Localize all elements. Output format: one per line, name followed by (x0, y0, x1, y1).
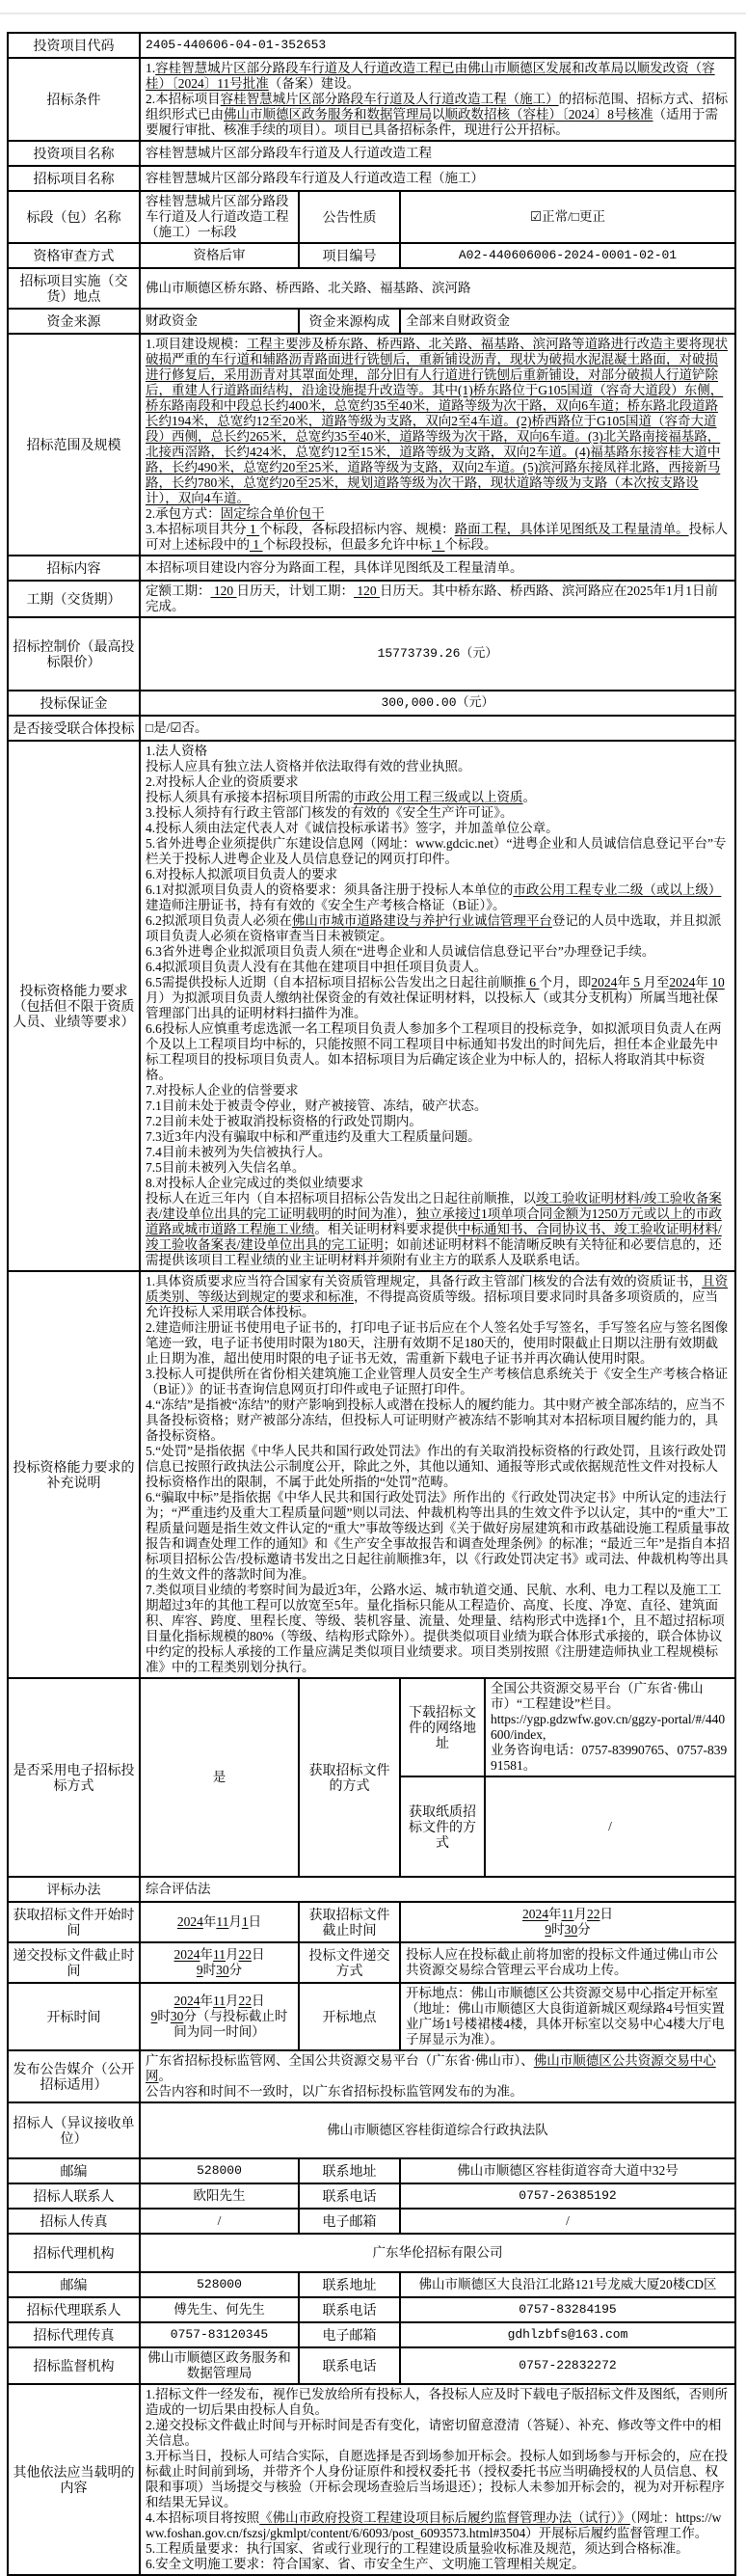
agency-value: 广东华伦招标有限公司 (140, 2234, 735, 2272)
supervisor-label: 招标监督机构 (8, 2347, 140, 2384)
tenderer-fax-value: / (140, 2209, 299, 2234)
row-investment-code (8, 33, 735, 58)
agency-phone-label: 联系电话 (299, 2297, 400, 2322)
submission-deadline-label: 递交投标文件截止时间 (8, 1942, 140, 1983)
row-tender-project-name (8, 166, 735, 191)
agency-phone-value: 0757-83284195 (400, 2297, 735, 2322)
tenderer-postcode-label: 邮编 (8, 2158, 140, 2183)
project-location-label: 招标项目实施（交货）地点 (8, 268, 140, 309)
paper-document-label: 获取纸质招标文件的方式 (400, 1776, 485, 1877)
construction-period-label: 工期（交货期） (8, 581, 140, 617)
bidder-qualification-value: 1.法人资格 投标人应具有独立法人资格并依法取得有效的营业执照。 2.对投标人企业的资质要求 投标人须具有承接本招标项目所需的市政公用工程三级或以上资质。 3.投标人须持有行政主管部门核发的有效的《安全生产许可证》。 4.投标人须由法定代表人对《诚信投标承诺书》签字，并加盖单位公章。 5.省外进粤企业须提供广东建设信息网（网址：www.gdcic.net）“进粤企业和人员诚信信息登记平台”专栏关于投标人进粤企业及人员信息登记的网页打印件。 6.对投标人拟派项目负责人的要求 6.1对拟派项目负责人的资格要求：须具备注册于投标人本单位的市政公用工程专业二级（或以上级）建造师注册证书，持有有效的《安全生产考核合格证（B证）》。 6.2拟派项目负责人必须在佛山市城市道路建设与养护行业诚信管理平台登记的人员中选取，并且拟派项目负责人必须在资格审查当日未被锁定。 6.3省外进粤企业拟派项目负责人须在“进粤企业和人员诚信信息登记平台”办理登记手续。 6.4拟派项目负责人没有在其他在建项目中担任项目负责人。 6.5需提供投标人近期（自本招标项目招标公告发出之日起往前顺推 6 个月，即2024年 5 月至2024年 10 月）为拟派项目负责人缴纳社保资金的有效社保证明材料，以投标人（或其分支机构）所属当地社保管理部门出具的证明材料扫描件为准。 6.6投标人应慎重考虑选派一名工程项目负责人参加多个工程项目的投标竞争，如拟派项目负责人在两个及以上工程项目均中标的，只能按照不同工程项目中标通知书发出的时间先后，担任本企业最先中标工程项目的投标项目负责人。如本招标项目为后确定该企业为中标人的，招标人将取消其中标资格。 7.对投标人企业的信誉要求 7.1目前未处于被责令停业，财产被接管、冻结，破产状态。 7.2目前未处于被取消投标资格的行政处罚期内。 7.3近3年内没有骗取中标和严重违约及重大工程质量问题。 7.4目前未被列为失信被执行人。 7.5目前未被列入失信名单。 8.对投标人企业完成过的类似业绩要求 投标人在近三年内（自本招标项目招标公告发出之日起往前顺推，以竣工验收证明材料/竣工验收备案表/建设单位出具的完工证明载明的时间为准），独立承接过1项单项合同金额为1250万元或以上的市政道路或城市道路工程施工业绩。相关证明材料要求提供中标通知书、合同协议书、竣工验收证明材料/竣工验收备案表/建设单位出具的完工证明；如前述证明材料不能清晰反映有关特征和必要信息的，还需提供该项目工程业绩的业主证明材料并须附有业主方的联系人及联系电话。 (140, 741, 735, 1271)
download-address-label: 下载招标文件的网络地址 (400, 1678, 485, 1776)
submission-method-label: 投标文件递交方式 (299, 1942, 400, 1983)
obtain-start-label: 获取招标文件开始时间 (8, 1902, 140, 1942)
section-name-value: 容桂智慧城片区部分路段车行道及人行道改造工程（施工）一标段 (140, 191, 299, 243)
investment-code-value: 2405-440606-04-01-352653 (140, 33, 735, 58)
agency-address-value: 佛山市顺德区大良沿江北路121号龙威大厦20楼CD区 (400, 2272, 735, 2297)
control-price-label: 招标控制价（最高投标限价） (8, 617, 140, 691)
project-location-value: 佛山市顺德区桥东路、桥西路、北关路、福基路、滨河路 (140, 268, 735, 309)
row-tenderer-contact (8, 2183, 735, 2209)
supervisor-phone-label: 联系电话 (299, 2347, 400, 2384)
row-submission-deadline (8, 1942, 735, 1983)
agency-email-value: gdhlzbfs@163.com (400, 2322, 735, 2347)
funding-composition-label: 资金来源构成 (299, 309, 400, 334)
agency-fax-value: 0757-83120345 (140, 2322, 299, 2347)
row-qualification-review (8, 243, 735, 268)
consortium-bidding-value: □是/☑否。 (140, 716, 735, 741)
row-construction-period (8, 581, 735, 617)
tenderer-phone-label: 联系电话 (299, 2183, 400, 2209)
bid-opening-place-value: 开标地点：佛山市顺德区公共资源交易中心指定开标室（地址：佛山市顺德区大良街道新城区观绿路4号恒实置业广场1号楼裙楼4楼，具体开标室以交易中心4楼大厅电子屏显示为准）。 (400, 1983, 735, 2050)
obtain-end-label: 获取招标文件截止时间 (299, 1902, 400, 1942)
investment-name-label: 投资项目名称 (8, 141, 140, 166)
row-bid-opening (8, 1983, 735, 2050)
bid-bond-label: 投标保证金 (8, 691, 140, 716)
row-obtain-time (8, 1902, 735, 1942)
qualification-supplement-value: 1.具体资质要求应当符合国家有关资质管理规定，具备行政主管部门核发的合法有效的资质证书，且资质类别、等级达到规定的要求和标准，不得提高资质等级。招标项目要求同时具备多项资质的，应当允许投标人采用联合体投标。 2.建造师注册证书使用电子证书的，打印电子证书后应在个人签名处手写签名，手写签名应与签名图像笔迹一致，电子证书使用时限为180天，注册有效期不足180天的，使用时限截止日期以注册有效期截止日期为准，超出使用时限的电子证书无效，需重新下载电子证书并再次确认使用时限。 3.投标人可提供所在省份相关建筑施工企业管理人员安全生产考核信息系统关于《安全生产考核合格证（B证）》的证书查询信息网页打印件或电子证照打印件。 4.“冻结”是指被“冻结”的财产影响到投标人或潜在投标人的履约能力。其中财产被全部冻结的，应当不具备投标资格；财产被部分冻结，但投标人可证明财产被冻结不影响其对本招标项目履约能力的，具备投标资格。 5.“处罚”是指依据《中华人民共和国行政处罚法》作出的有关取消投标资格的行政处罚，且该行政处罚信息已按照行政执法公示制度公开，除此之外，其他以通知、通报等形式或依据规范性文件对投标人投标资格作出的限制，不属于此处所指的“处罚”范畴。 6.“骗取中标”是指依据《中华人民共和国行政处罚法》所作出的《行政处罚决定书》中所认定的违法行为；“严重违约及重大工程质量问题”则以司法、仲裁机构等出具的生效文件予以认定，其中的“重大”工程质量问题是指生效文件认定的“重大”事故等级达到《关于做好房屋建筑和市政基础设施工程质量事故报告和调查处理工作的通知》和《生产安全事故报告和调查处理条例》的标准；“最近三年”是指自本招标项目招标公告/投标邀请书发出之日起往前顺推3年，以《行政处罚决定书》或司法、仲裁机构等出具的生效文件的落款时间为准。 7.类似项目业绩的考察时间为最近3年，公路水运、城市轨道交通、民航、水利、电力工程以及施工工期超过3年的其他工程可以放宽至5年。量化指标只能从工程造价、高度、长度、净宽、直径、建筑面积、库容、跨度、里程长度、等级、装机容量、流量、处理量、结构形式中选择1个，且不超过招标项目量化指标规模的80%（等级、结构形式除外）。提供类似项目业绩为联合体形式承接的，联合体协议中约定的投标人承接的工作量应满足类似项目业绩要求。项目类别按照《注册建造师执业工程规模标准》中的工程类别划分执行。 (140, 1271, 735, 1678)
tender-conditions-value: 1.容桂智慧城片区部分路段车行道及人行道改造工程已由佛山市顺德区发展和改革局以顺发改资（容桂）〔2024〕11号批准（备案）建设。 2.本招标项目容桂智慧城片区部分路段车行道及人行道改造工程（施工）的招标范围、招标方式、招标组织形式已由佛山市顺德区政务服务和数据管理局以顺政数招核（容桂）〔2024〕8号核准（适用于需要履行审批、核准手续的项目）。项目已具备招标条件，现进行公开招标。 (140, 58, 735, 141)
notice-nature-value: ☑正常/□更正 (400, 191, 735, 243)
row-investment-name (8, 141, 735, 166)
tender-content-value: 本招标项目建设内容分为路面工程，具体详见图纸及工程量清单。 (140, 556, 735, 581)
row-tender-scope (8, 334, 735, 556)
project-number-value: A02-440606006-2024-0001-02-01 (400, 243, 735, 268)
tenderer-address-label: 联系地址 (299, 2158, 400, 2183)
tender-announcement-table (7, 32, 736, 2576)
page-top-strip (0, 13, 746, 14)
tenderer-value: 佛山市顺德区容桂街道综合行政执法队 (140, 2102, 735, 2158)
qualification-review-value: 资格后审 (140, 243, 299, 268)
tenderer-contact-value: 欧阳先生 (140, 2183, 299, 2209)
row-agency-postcode (8, 2272, 735, 2297)
row-tender-content (8, 556, 735, 581)
row-control-price (8, 617, 735, 691)
funding-source-label: 资金来源 (8, 309, 140, 334)
tenderer-fax-label: 招标人传真 (8, 2209, 140, 2234)
agency-postcode-value: 528000 (140, 2272, 299, 2297)
row-e-bidding (8, 1678, 735, 1776)
section-name-label: 标段（包）名称 (8, 191, 140, 243)
agency-label: 招标代理机构 (8, 2234, 140, 2272)
other-contents-value: 1.招标文件一经发布，视作已发放给所有投标人，各投标人应及时下载电子版招标文件及图纸，否则所造成的一切后果由投标人自负。 2.递交投标文件截止时间与开标时间是否有变化，请密切留意澄清（答疑）、补充、修改等文件中的相关信息。 3.开标当日，投标人可结合实际，自愿选择是否到场参加开标会。投标人如到场参与开标会的，应在投标截止时间前到场，并带齐个人身份证原件和授权委托书（授权委托书应当明确授权的人员信息、权限和事项）当场提交与核验（开标会现场查验后当场退还）；投标人未参加开标会的，视为对开标程序和结果无异议。 4.本招标项目将按照《佛山市政府投资工程建设项目标后履约监督管理办法（试行）》（网址：https://www.foshan.gov.cn/fszsj/gkmlpt/content/6/6093/post_6093573.html#3504）开展标后履约监督管理工作。 5.工程质量要求：执行国家、省或行业现行的工程建设质量验收标准及规范，须达到合格标准。 6.安全文明施工要求：符合国家、省、市安全生产、文明施工管理相关规定。 (140, 2384, 735, 2575)
tenderer-address-value: 佛山市顺德区容桂街道容奇大道中32号 (400, 2158, 735, 2183)
funding-composition-value: 全部来自财政资金 (400, 309, 735, 334)
bid-opening-time-label: 开标时间 (8, 1983, 140, 2050)
row-tenderer-fax (8, 2209, 735, 2234)
row-tenderer-postcode (8, 2158, 735, 2183)
e-bidding-value: 是 (140, 1678, 299, 1877)
row-bid-bond (8, 691, 735, 716)
row-consortium-bidding (8, 716, 735, 741)
tender-conditions-label: 招标条件 (8, 58, 140, 141)
submission-method-value: 投标人应在投标截止前将加密的投标文件通过佛山市公共资源交易综合管理云平台成功上传。 (400, 1942, 735, 1983)
row-other-contents (8, 2384, 735, 2575)
bid-opening-time-value: 2024年11月22日 9时30分（与投标截止时间为同一时间） (140, 1983, 299, 2050)
submission-deadline-value: 2024年11月22日 9时30分 (140, 1942, 299, 1983)
investment-name-value: 容桂智慧城片区部分路段车行道及人行道改造工程 (140, 141, 735, 166)
obtain-end-value: 2024年11月22日 9时30分 (400, 1902, 735, 1942)
download-address-value: 全国公共资源交易平台（广东省·佛山市）“工程建设”栏目。 https://ygp.gdzwfw.gov.cn/ggzy-portal/#/440600/index, 业务咨询电话：0757-83990765、0757-83991581。 (485, 1678, 735, 1776)
row-bidder-qualification (8, 741, 735, 1271)
supervisor-value: 佛山市顺德区政务服务和数据管理局 (140, 2347, 299, 2384)
row-evaluation-method (8, 1877, 735, 1902)
evaluation-method-label: 评标办法 (8, 1877, 140, 1902)
row-tenderer (8, 2102, 735, 2158)
agency-fax-label: 招标代理传真 (8, 2322, 140, 2347)
agency-email-label: 电子邮箱 (299, 2322, 400, 2347)
tender-scope-value: 1.项目建设规模：工程主要涉及桥东路、桥西路、北关路、福基路、滨河路等道路进行改造主要将现状破损严重的车行道和辅路沥青路面进行铣刨后，重新铺设沥青，现状为破损水泥混凝土路面，对破损进行修复后，采用沥青对其罩面处理，部分旧有人行道进行铣刨后重新铺设，对部分破损人行道铲除后，重建人行道路面结构，沿途设施提升改造等。其中(1)桥东路位于G105国道（容奇大道段）东侧，桥东路南段和中段总长约400米，总宽约35至40米，道路等级为次干路，双向6车道；桥东路北段道路长约194米，总宽约12至20米，道路等级为支路，双向2至4车道。(2)桥西路位于G105国道（容奇大道段）西侧，总长约265米，总宽约35至40米，道路等级为次干路，双向6车道。(3)北关路南接福基路，北接西滘路，长约424米，总宽约12至15米，道路等级为支路，双向2车道。(4)福基路东接容桂大道中路，长约490米，总宽约20至25米，道路等级为支路，双向2车道。(5)滨河路东接凤祥北路，西接新马路，长约780米，总宽约20至25米，规划道路等级为次干路，现状道路等级为支路（本次按支路设计），双向4车道。 2.承包方式：固定综合单价包干 3.本招标项目共分 1 个标段，各标段招标内容、规模：路面工程，具体详见图纸及工程量清单。投标人可对上述标段中的 1 个标段投标，但最多允许中标 1 个标段。 (140, 334, 735, 556)
row-tender-conditions (8, 58, 735, 141)
paper-document-value: / (485, 1776, 735, 1877)
agency-address-label: 联系地址 (299, 2272, 400, 2297)
row-project-location (8, 268, 735, 309)
tender-scope-label: 招标范围及规模 (8, 334, 140, 556)
tenderer-contact-label: 招标人联系人 (8, 2183, 140, 2209)
tenderer-postcode-value: 528000 (140, 2158, 299, 2183)
tenderer-phone-value: 0757-26385192 (400, 2183, 735, 2209)
supervisor-phone-value: 0757-22832272 (400, 2347, 735, 2384)
row-section-name (8, 191, 735, 243)
row-agency-contact (8, 2297, 735, 2322)
construction-period-value: 定额工期： 120 日历天，计划工期： 120 日历天。其中桥东路、桥西路、滨河路应在2025年1月1日前完成。 (140, 581, 735, 617)
agency-postcode-label: 邮编 (8, 2272, 140, 2297)
obtain-method-label: 获取招标文件的方式 (299, 1678, 400, 1877)
row-announcement-media (8, 2050, 735, 2102)
obtain-start-value: 2024年11月1日 (140, 1902, 299, 1942)
bid-opening-place-label: 开标地点 (299, 1983, 400, 2050)
tenderer-label: 招标人（异议接收单位） (8, 2102, 140, 2158)
bidder-qualification-label: 投标资格能力要求（包括但不限于资质人员、业绩等要求） (8, 741, 140, 1271)
other-contents-label: 其他依法应当载明的内容 (8, 2384, 140, 2575)
announcement-media-value: 广东省招标投标监管网、全国公共资源交易平台（广东省·佛山市）、佛山市顺德区公共资源交易中心网。 公告内容和时间不一致时，以广东省招标投标监管网发布的为准。 (140, 2050, 735, 2102)
row-funding-source (8, 309, 735, 334)
tender-project-name-label: 招标项目名称 (8, 166, 140, 191)
tender-content-label: 招标内容 (8, 556, 140, 581)
row-agency (8, 2234, 735, 2272)
e-bidding-label: 是否采用电子招标投标方式 (8, 1678, 140, 1877)
agency-contact-value: 傅先生、何先生 (140, 2297, 299, 2322)
row-qualification-supplement (8, 1271, 735, 1678)
consortium-bidding-label: 是否接受联合体投标 (8, 716, 140, 741)
agency-contact-label: 招标代理联系人 (8, 2297, 140, 2322)
row-agency-fax (8, 2322, 735, 2347)
funding-source-value: 财政资金 (140, 309, 299, 334)
row-supervisor (8, 2347, 735, 2384)
control-price-value: 15773739.26（元） (140, 617, 735, 691)
bid-bond-value: 300,000.00（元） (140, 691, 735, 716)
announcement-media-label: 发布公告媒介（公开招标适用） (8, 2050, 140, 2102)
tenderer-email-value: / (400, 2209, 735, 2234)
tender-project-name-value: 容桂智慧城片区部分路段车行道及人行道改造工程（施工） (140, 166, 735, 191)
evaluation-method-value: 综合评估法 (140, 1877, 735, 1902)
qualification-supplement-label: 投标资格能力要求的补充说明 (8, 1271, 140, 1678)
tenderer-email-label: 电子邮箱 (299, 2209, 400, 2234)
qualification-review-label: 资格审查方式 (8, 243, 140, 268)
investment-code-label: 投资项目代码 (8, 33, 140, 58)
notice-nature-label: 公告性质 (299, 191, 400, 243)
project-number-label: 项目编号 (299, 243, 400, 268)
